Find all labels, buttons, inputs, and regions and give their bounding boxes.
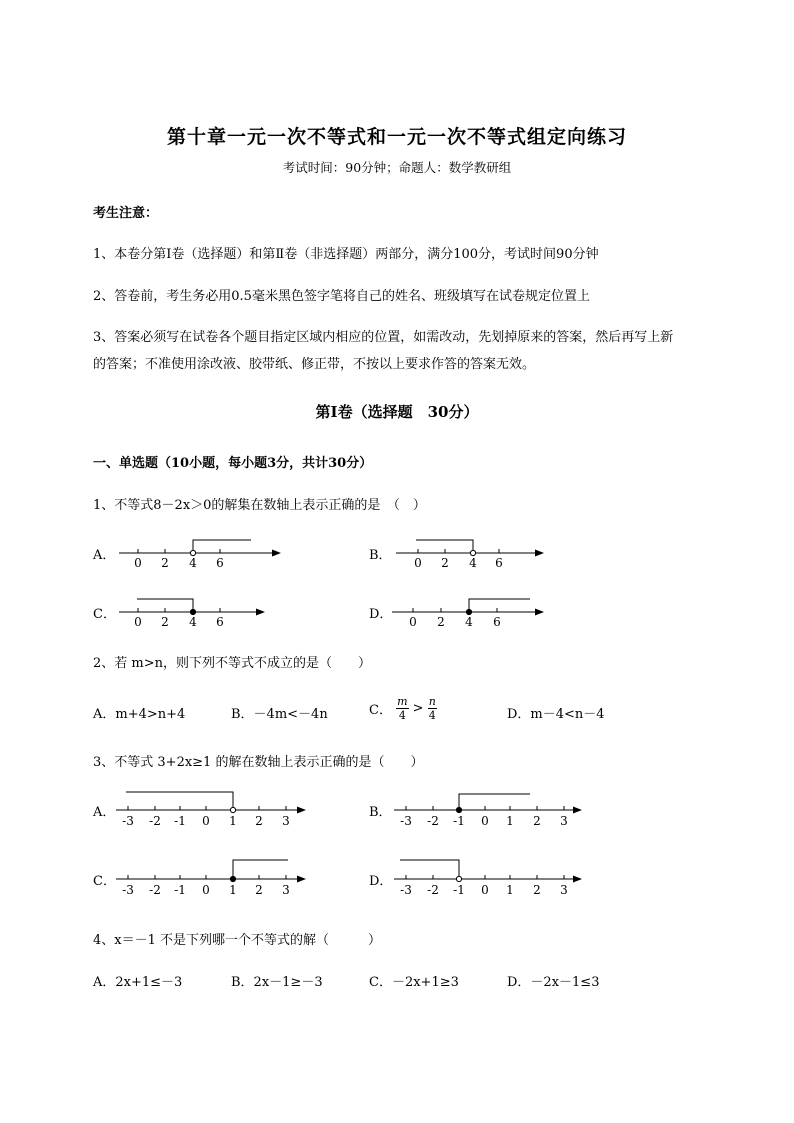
fraction-denominator: 4 xyxy=(398,709,406,722)
open-point-icon xyxy=(190,550,195,555)
tick-label: 1 xyxy=(229,883,237,897)
notice-item-3: 3、答案必须写在试卷各个题目指定区域内相应的位置，如需改动，先划掉原来的答案，然后再写上新 xyxy=(93,330,674,345)
q3-option-c-number-line[interactable] xyxy=(112,855,312,901)
tick-label: 3 xyxy=(282,814,290,828)
exam-info: 考试时间：90分钟；命题人：数学教研组 xyxy=(282,160,512,175)
tick-label: 2 xyxy=(441,556,449,570)
tick-label: 6 xyxy=(493,615,501,629)
q3-option-d-label[interactable]: D． xyxy=(369,874,393,889)
q1-option-b-label[interactable]: B． xyxy=(369,548,392,563)
tick-label: 2 xyxy=(161,556,169,570)
tick-label: 2 xyxy=(437,615,445,629)
tick-label: 2 xyxy=(255,814,263,828)
question-3-text: 3、不等式 3+2x≥1 的解在数轴上表示正确的是（ ） xyxy=(93,755,424,770)
tick-label: -2 xyxy=(427,883,439,897)
q4-option-b[interactable]: B．2x－1≥－3 xyxy=(231,975,323,990)
page-title: 第十章一元一次不等式和一元一次不等式组定向练习 xyxy=(166,126,627,148)
q3-option-d-number-line[interactable] xyxy=(390,855,590,901)
q2-option-a[interactable]: A．m+4>n+4 xyxy=(93,707,186,722)
q1-option-c-label[interactable]: C． xyxy=(93,607,116,622)
closed-point-icon xyxy=(456,807,461,812)
tick-label: 2 xyxy=(161,615,169,629)
fraction-numerator: n xyxy=(428,695,436,708)
tick-label: -2 xyxy=(149,814,161,828)
tick-label: -2 xyxy=(427,814,439,828)
tick-label: -1 xyxy=(174,883,186,897)
closed-point-icon xyxy=(466,609,471,614)
q1-option-c-number-line[interactable] xyxy=(115,589,275,631)
fraction-numerator: m xyxy=(397,695,408,708)
open-point-icon xyxy=(470,550,475,555)
closed-point-icon xyxy=(190,609,195,614)
tick-label: -2 xyxy=(149,883,161,897)
tick-label: 0 xyxy=(481,883,489,897)
question-1-text: 1、不等式8－2x＞0的解集在数轴上表示正确的是 （ ） xyxy=(93,498,426,513)
q1-option-d-label[interactable]: D． xyxy=(369,607,393,622)
tick-label: 1 xyxy=(506,883,514,897)
tick-label: -3 xyxy=(122,883,134,897)
tick-label: 0 xyxy=(409,615,417,629)
tick-label: 6 xyxy=(216,615,224,629)
tick-label: -1 xyxy=(453,883,465,897)
q4-option-a[interactable]: A．2x+1≤－3 xyxy=(93,975,183,990)
tick-label: 4 xyxy=(469,556,477,570)
tick-label: 1 xyxy=(229,814,237,828)
tick-label: 0 xyxy=(414,556,422,570)
notice-heading: 考生注意： xyxy=(93,206,159,221)
tick-label: 6 xyxy=(495,556,503,570)
q1-option-d-number-line[interactable] xyxy=(390,589,550,631)
q4-option-c[interactable]: C．－2x+1≥3 xyxy=(369,975,459,990)
tick-label: 1 xyxy=(506,814,514,828)
tick-label: -1 xyxy=(453,814,465,828)
tick-label: 3 xyxy=(282,883,290,897)
q2-option-d[interactable]: D．m－4<n－4 xyxy=(507,707,605,722)
tick-label: 2 xyxy=(533,814,541,828)
tick-label: 4 xyxy=(189,615,197,629)
tick-label: 0 xyxy=(202,814,210,828)
q2-option-c[interactable] xyxy=(369,695,437,722)
question-4-text: 4、x＝－1 不是下列哪一个不等式的解（ ） xyxy=(93,933,382,948)
fraction-denominator: 4 xyxy=(428,709,436,722)
q3-option-a-label[interactable]: A． xyxy=(93,805,116,820)
q2-option-c-label: C． xyxy=(369,703,392,718)
q3-option-b-number-line[interactable] xyxy=(390,786,590,832)
tick-label: 0 xyxy=(134,556,142,570)
notice-item-2: 2、答卷前，考生务必用0.5毫米黑色签字笔将自己的姓名、班级填写在试卷规定位置上 xyxy=(93,289,590,304)
q3-option-a-number-line[interactable] xyxy=(112,786,312,832)
q3-option-c-label[interactable]: C． xyxy=(93,874,116,889)
fraction-m-over-4 xyxy=(396,695,408,722)
tick-label: 6 xyxy=(216,556,224,570)
notice-item-3-cont: 的答案；不准使用涂改液、胶带纸、修正带，不按以上要求作答的答案无效。 xyxy=(93,357,536,372)
tick-label: 4 xyxy=(189,556,197,570)
tick-label: 2 xyxy=(255,883,263,897)
notice-item-1: 1、本卷分第I卷（选择题）和第Ⅱ卷（非选择题）两部分，满分100分，考试时间90分钟 xyxy=(93,247,599,262)
tick-label: -3 xyxy=(400,883,412,897)
tick-label: 0 xyxy=(134,615,142,629)
q4-option-d[interactable]: D．－2x－1≤3 xyxy=(507,975,600,990)
part-heading: 一、单选题（10小题，每小题3分，共计30分） xyxy=(93,456,373,471)
q3-option-b-label[interactable]: B． xyxy=(369,805,392,820)
question-2-text: 2、若 m>n，则下列不等式不成立的是（ ） xyxy=(93,656,371,671)
open-point-icon xyxy=(456,876,461,881)
tick-label: -3 xyxy=(122,814,134,828)
tick-label: -3 xyxy=(400,814,412,828)
tick-label: 0 xyxy=(481,814,489,828)
greater-than-sign: > xyxy=(412,701,424,716)
open-point-icon xyxy=(230,807,235,812)
fraction-n-over-4 xyxy=(428,695,437,722)
q1-option-a-number-line[interactable] xyxy=(115,530,285,572)
tick-label: -1 xyxy=(174,814,186,828)
tick-label: 0 xyxy=(202,883,210,897)
q1-option-a-label[interactable]: A． xyxy=(93,548,116,563)
section-title: 第I卷（选择题 30分） xyxy=(315,403,479,421)
closed-point-icon xyxy=(230,876,235,881)
q1-option-b-number-line[interactable] xyxy=(392,530,552,572)
tick-label: 3 xyxy=(560,814,568,828)
tick-label: 2 xyxy=(533,883,541,897)
tick-label: 4 xyxy=(465,615,473,629)
q2-option-b[interactable]: B．－4m<－4n xyxy=(231,707,328,722)
tick-label: 3 xyxy=(560,883,568,897)
